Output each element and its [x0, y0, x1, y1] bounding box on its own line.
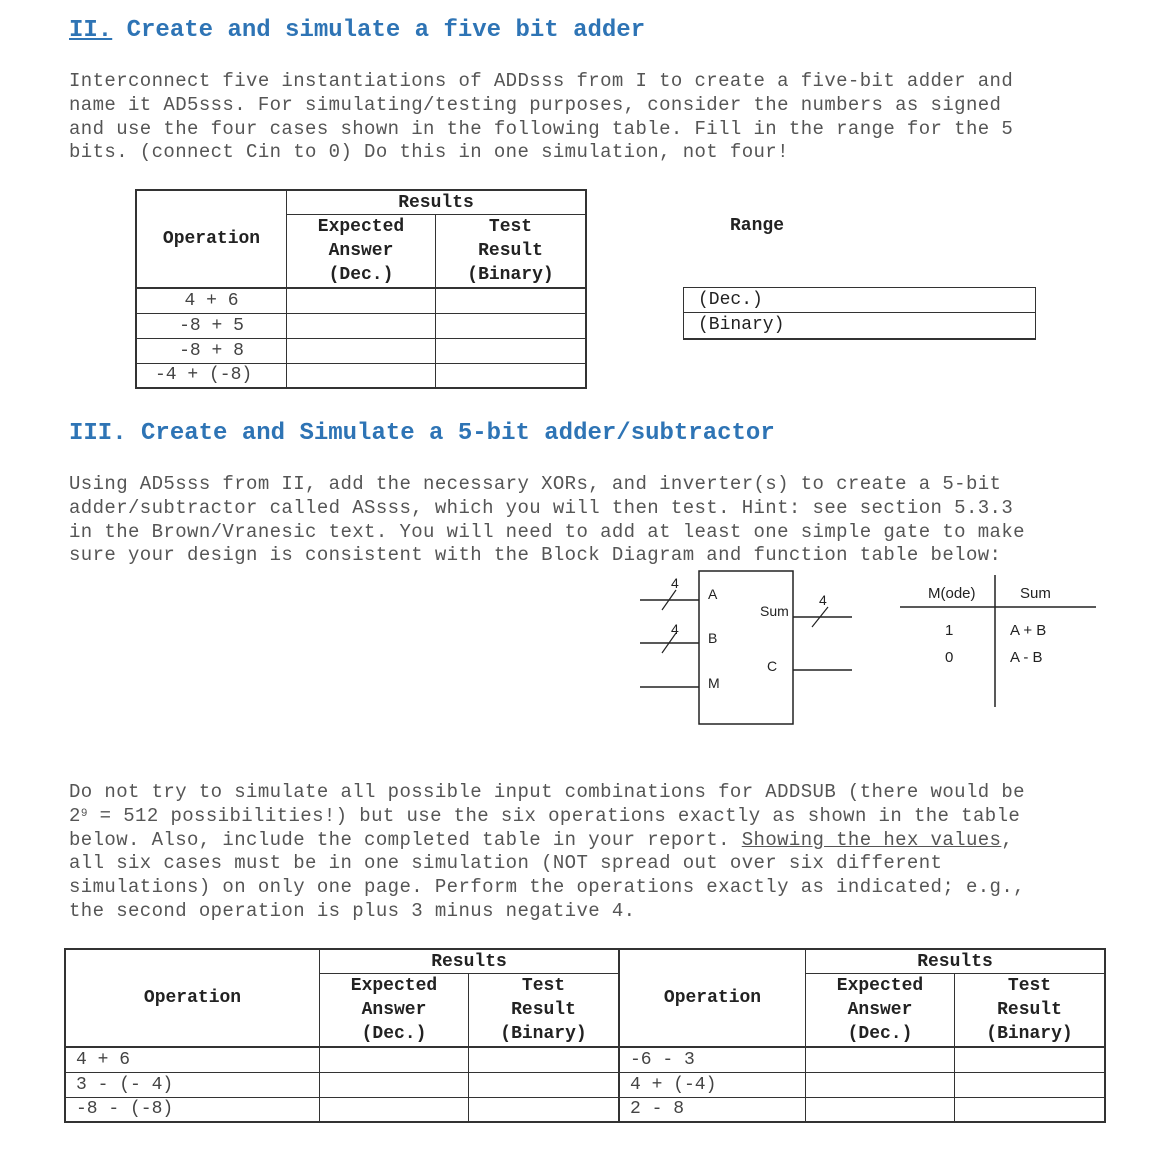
section3-paragraph2-line: the second operation is plus 3 minus negative 4.: [69, 899, 636, 922]
hex-values-emphasis: Showing the hex values: [741, 828, 1002, 851]
section3-paragraph-line: in the Brown/Vranesic text. You will need to add at least one simple gate to make: [69, 520, 1025, 543]
test-result-cell[interactable]: [955, 1097, 1106, 1122]
function-table-mode-value: 1: [945, 622, 954, 639]
expected-answer-cell[interactable]: [806, 1097, 955, 1122]
expected-answer-header: Expected Answer (Dec.): [287, 215, 436, 287]
section2-paragraph-line: Interconnect five instantiations of ADDsss from I to create a five-bit adder and: [69, 70, 1014, 92]
section3-paragraph2-line: below. Also, include the completed table in your report. Showing the hex values,: [69, 828, 1014, 851]
operation-cell: 4 + 6: [65, 1047, 320, 1072]
section2-paragraph-line: bits. (connect Cin to 0) Do this in one simulation, not four!: [69, 141, 789, 164]
section3-paragraph2-line: $2^9 = 512$ possibilities!) but use the six operations exactly as shown in the table: [69, 804, 1021, 827]
operation-cell: -8 + 8: [136, 338, 287, 363]
operation-cell: 3 - (- 4): [65, 1072, 320, 1097]
section3-heading: III. Create and Simulate a 5-bit adder/subtractor: [69, 420, 775, 447]
test-result-header: Test Result (Binary): [467, 217, 554, 285]
port-a-label: A: [708, 586, 718, 602]
expected-answer-cell[interactable]: [320, 1072, 469, 1097]
operation-cell: -4 + (-8): [136, 363, 287, 388]
test-result-header: Test Result (Binary): [500, 976, 587, 1044]
section3-paragraph-line: adder/subtractor called ASsss, which you will then test. Hint: see section 5.3.3: [69, 496, 1014, 519]
section3-paragraph2-line: simulations) on only one page. Perform the operations exactly as indicated; e.g.,: [69, 876, 1025, 899]
block-diagram: [630, 565, 1110, 725]
expected-answer-cell[interactable]: [320, 1047, 469, 1072]
section3-paragraph: [69, 473, 1025, 568]
function-table-sum-value: A + B: [1010, 622, 1047, 639]
results-header: Results: [398, 193, 474, 213]
function-table-sum-value: A - B: [1010, 649, 1043, 666]
function-table-sum-header: Sum: [1020, 585, 1051, 602]
operation-header: Operation: [619, 949, 806, 1047]
section2-paragraph-line: and use the four cases shown in the following table. Fill in the range for the 5: [69, 117, 1014, 140]
expected-answer-cell[interactable]: [287, 313, 436, 338]
port-c-label: C: [767, 658, 778, 674]
operation-cell: 2 - 8: [619, 1097, 806, 1122]
range-dec-row[interactable]: (Dec.): [684, 288, 1035, 313]
operation-cell: -8 + 5: [136, 313, 287, 338]
test-result-cell[interactable]: [955, 1047, 1106, 1072]
port-b-label: B: [708, 630, 718, 646]
section3-paragraph2-line: all six cases must be in one simulation (NOT spread out over six different: [69, 852, 943, 875]
test-result-cell[interactable]: [436, 288, 587, 313]
function-table-mode-value: 0: [945, 649, 954, 666]
input-b-width: 4: [671, 621, 679, 637]
range-box: [683, 287, 1036, 340]
operation-cell: 4 + 6: [136, 288, 287, 313]
section2-heading-number: II.: [69, 17, 113, 44]
section3-paragraph-line: sure your design is consistent with the Block Diagram and function table below:: [69, 544, 1002, 567]
expected-answer-cell[interactable]: [287, 288, 436, 313]
range-binary-row[interactable]: (Binary): [698, 315, 785, 335]
table-row: [136, 288, 586, 313]
input-a-width: 4: [671, 575, 679, 591]
table-row: [136, 313, 586, 338]
expected-answer-header: Expected Answer (Dec.): [320, 974, 469, 1046]
adder-results-table: [135, 189, 587, 389]
operation-cell: -8 - (-8): [65, 1097, 320, 1122]
section3-paragraph2-line: Do not try to simulate all possible input combinations for ADDSUB (there would be: [69, 781, 1025, 803]
addsub-results-table: [64, 948, 1106, 1123]
operation-header: Operation: [136, 190, 287, 288]
test-result-cell[interactable]: [469, 1047, 620, 1072]
expected-answer-header: Expected Answer (Dec.): [806, 974, 955, 1046]
results-header: Results: [431, 952, 507, 972]
port-sum-label: Sum: [760, 603, 789, 619]
expected-answer-cell[interactable]: [806, 1072, 955, 1097]
expected-answer-cell[interactable]: [287, 363, 436, 388]
section2-heading-text: Create and simulate a five bit adder: [112, 17, 646, 44]
expected-answer-cell[interactable]: [806, 1047, 955, 1072]
operation-header: Operation: [65, 949, 320, 1047]
test-result-cell[interactable]: [469, 1097, 620, 1122]
table-row: [65, 1072, 1105, 1097]
test-result-cell[interactable]: [955, 1072, 1106, 1097]
section3-paragraph-line: Using AD5sss from II, add the necessary XORs, and inverter(s) to create a 5-bit: [69, 473, 1002, 495]
table-row: [65, 1097, 1105, 1122]
section2-paragraph: [69, 70, 1013, 165]
output-sum-width: 4: [819, 592, 827, 608]
section2-paragraph-line: name it AD5sss. For simulating/testing purposes, consider the numbers as signed: [69, 93, 1002, 116]
range-label: Range: [730, 216, 785, 236]
results-header: Results: [917, 952, 993, 972]
test-result-cell[interactable]: [436, 338, 587, 363]
section3-paragraph2: [69, 781, 1025, 924]
exponent: 9: [80, 807, 88, 820]
section2-heading: [69, 17, 645, 44]
test-result-cell[interactable]: [469, 1072, 620, 1097]
expected-answer-cell[interactable]: [320, 1097, 469, 1122]
table-row: [65, 1047, 1105, 1072]
port-m-label: M: [708, 675, 720, 691]
operation-cell: 4 + (-4): [619, 1072, 806, 1097]
function-table-mode-header: M(ode): [928, 585, 976, 602]
test-result-cell[interactable]: [436, 313, 587, 338]
expected-answer-cell[interactable]: [287, 338, 436, 363]
operation-cell: -6 - 3: [619, 1047, 806, 1072]
test-result-cell[interactable]: [436, 363, 587, 388]
test-result-header: Test Result (Binary): [986, 976, 1073, 1044]
table-row: [136, 363, 586, 388]
table-row: [136, 338, 586, 363]
